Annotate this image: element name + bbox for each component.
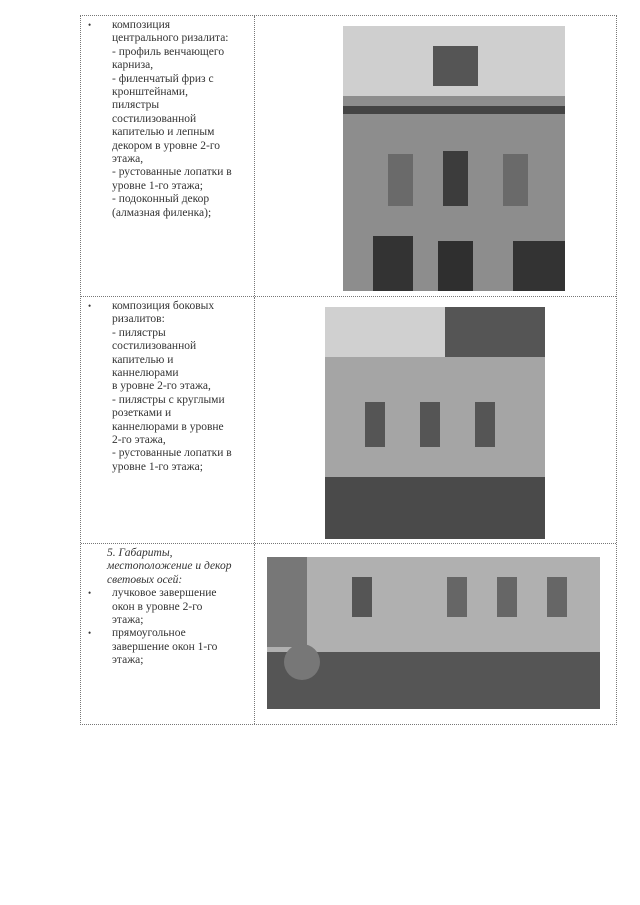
bullet-icon: • — [88, 20, 92, 30]
bullet-text-line: этажа, — [112, 153, 144, 166]
bullet-text-line: этажа; — [112, 654, 144, 667]
bullet-text-line: композиция боковых — [112, 300, 215, 312]
bullet-text-line: завершение окон 1-го — [112, 640, 218, 653]
building-photo-facade — [267, 557, 600, 709]
bullet-text-line: - подоконный декор — [112, 193, 210, 206]
bullet-item — [85, 300, 250, 474]
building-photo-central-risalit — [343, 26, 565, 291]
bullet-icon: • — [88, 588, 92, 599]
bullet-text-line: уровне 1-го этажа; — [112, 179, 203, 192]
section-heading-line: 5. Габариты, — [107, 547, 173, 559]
bullet-text-line: каннелюрами — [112, 367, 179, 380]
description-cell — [81, 297, 255, 543]
description-cell — [81, 16, 255, 296]
description-cell — [81, 544, 255, 724]
bullet-text-line: - рустованные лопатки в — [112, 166, 232, 179]
bullet-text-line: - рустованные лопатки в — [112, 447, 232, 460]
bullet-text-line: ризалитов: — [112, 313, 165, 326]
section-heading-line: местоположение и декор — [107, 560, 232, 573]
bullet-text-line: кронштейнами, — [112, 86, 188, 99]
table-row — [81, 543, 616, 724]
bullet-text-line: розетками и — [112, 407, 172, 420]
bullet-text-line: - пилястры с круглыми — [112, 393, 225, 406]
bullet-text-line: в уровне 2-го этажа, — [112, 380, 211, 393]
bullet-text-line: уровне 1-го этажа; — [112, 460, 203, 473]
table-row — [81, 16, 616, 296]
bullet-text-line: лучковое завершение — [112, 587, 217, 600]
bullet-text-line: капителью и лепным — [112, 126, 215, 139]
bullet-text-line: состилизованной — [112, 112, 197, 125]
bullet-item — [85, 627, 250, 667]
bullet-text-line: 2-го этажа, — [112, 434, 166, 447]
heritage-table — [80, 15, 617, 725]
bullet-text-line: - профиль венчающего — [112, 45, 225, 58]
bullet-icon: • — [88, 301, 92, 311]
bullet-text-line: этажа; — [112, 614, 144, 627]
bullet-text-line: - пилястры — [112, 326, 166, 339]
bullet-text-line: центрального ризалита: — [112, 32, 229, 45]
bullet-item — [85, 587, 250, 627]
bullet-text-line: пилястры — [112, 99, 160, 112]
bullet-text-line: декором в уровне 2-го — [112, 139, 221, 152]
bullet-item — [85, 19, 250, 220]
section-heading-line: световых осей: — [107, 573, 183, 586]
bullet-text-line: каннелюрами в уровне — [112, 420, 224, 433]
bullet-text-line: (алмазная филенка); — [112, 206, 212, 219]
bullet-text-line: композиция — [112, 19, 171, 31]
bullet-text-line: прямоугольное — [112, 627, 186, 640]
bullet-text-line: состилизованной — [112, 340, 197, 353]
bullet-text-line: - филенчатый фриз с — [112, 72, 214, 85]
table-row — [81, 296, 616, 543]
bullet-text-line: капителью и — [112, 353, 174, 366]
bullet-text-line: окон в уровне 2-го — [112, 600, 203, 613]
building-photo-side-risalits — [325, 307, 545, 539]
bullet-text-line: карниза, — [112, 59, 154, 72]
bullet-icon: • — [88, 628, 92, 639]
